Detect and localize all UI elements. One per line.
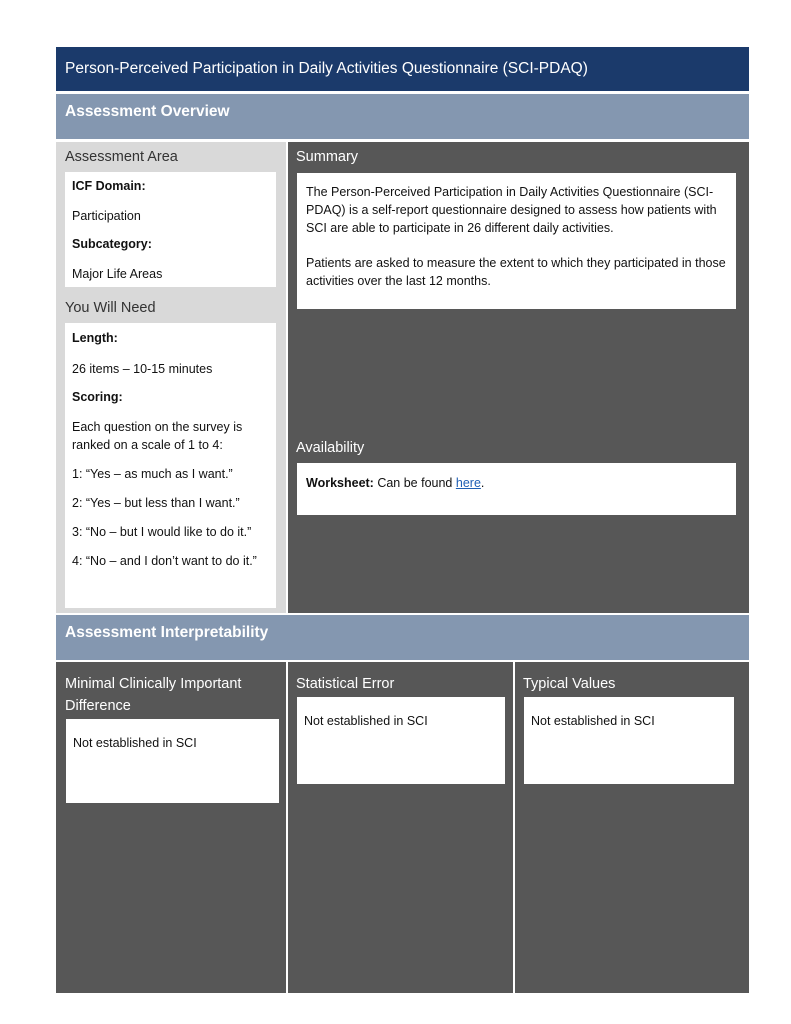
mcid-value: Not established in SCI [73, 736, 197, 750]
summary-paragraph-1: The Person-Perceived Participation in Daily Activities Questionnaire (SCI-PDAQ) is a self-report questionnaire designed to assess how patients with SCI are able to participate in 26 different daily activities. [306, 185, 717, 235]
length-label: Length: [72, 331, 118, 345]
assessment-area-title: Assessment Area [65, 149, 178, 165]
statistical-error-title: Statistical Error [296, 676, 395, 692]
scale-item-3: 3: “No – but I would like to do it.” [72, 525, 252, 539]
column-divider [513, 662, 515, 993]
summary-paragraph-2: Patients are asked to measure the extent to which they participated in those activities over the last 12 months. [306, 256, 726, 288]
mcid-title: Minimal Clinically Important Difference [65, 676, 242, 714]
worksheet-period: . [480, 476, 485, 490]
summary-box [297, 173, 736, 309]
scale-item-2: 2: “Yes – but less than I want.” [72, 496, 240, 510]
mcid-box [66, 719, 279, 803]
typical-values-title: Typical Values [523, 676, 616, 692]
statistical-error-box [297, 697, 505, 784]
scoring-intro: Each question on the survey is ranked on a scale of 1 to 4: [72, 420, 243, 452]
assessment-overview-header: Assessment Overview [56, 94, 749, 139]
assessment-area-box [65, 172, 276, 287]
worksheet-line [306, 474, 726, 492]
page-title: Person-Perceived Participation in Daily Activities Questionnaire (SCI-PDAQ) [56, 47, 749, 91]
column-divider [286, 662, 288, 993]
typical-values-box [524, 697, 734, 784]
icf-domain-value: Participation [72, 209, 141, 223]
scale-item-1: 1: “Yes – as much as I want.” [72, 467, 233, 481]
length-value: 26 items – 10-15 minutes [72, 362, 213, 376]
you-will-need-box [65, 323, 276, 608]
subcategory-label: Subcategory: [72, 237, 152, 251]
you-will-need-title: You Will Need [65, 300, 156, 316]
worksheet-text: Can be found [377, 476, 453, 490]
subcategory-value: Major Life Areas [72, 267, 163, 281]
scale-item-4: 4: “No – and I don’t want to do it.” [72, 554, 257, 568]
icf-domain-label: ICF Domain: [72, 179, 146, 193]
scoring-label: Scoring: [72, 390, 123, 404]
assessment-interpretability-header: Assessment Interpretability [56, 615, 749, 660]
availability-title: Availability [296, 440, 365, 456]
availability-box [297, 463, 736, 515]
statistical-error-value: Not established in SCI [304, 714, 428, 728]
worksheet-label: Worksheet: [306, 476, 374, 490]
worksheet-link[interactable]: here [455, 476, 481, 490]
typical-values-value: Not established in SCI [531, 714, 655, 728]
summary-title: Summary [296, 149, 359, 165]
